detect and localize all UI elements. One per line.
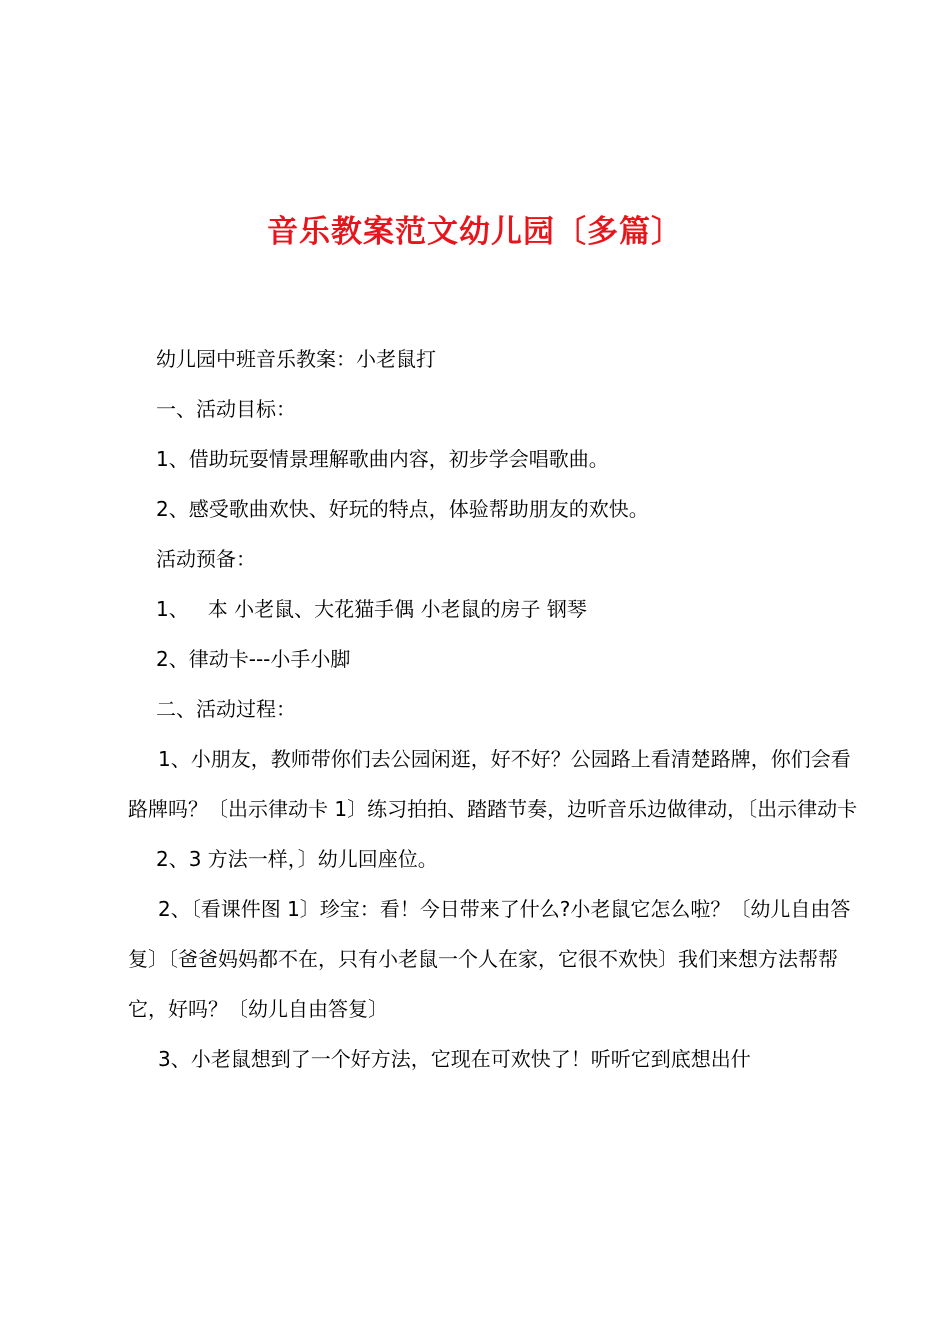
- document-title: 音乐教案范文幼儿园〔多篇〕: [267, 214, 683, 250]
- document-body: [128, 334, 858, 1084]
- paragraph-prep-1: 1、 本 小老鼠、大花猫手偶 小老鼠的房子 钢琴: [156, 597, 587, 621]
- paragraph-section-process: 二、活动过程：: [156, 697, 296, 721]
- paragraph-section-prep: 活动预备：: [156, 547, 256, 571]
- paragraph-goal-2: 2、感受歌曲欢快、好玩的特点，体验帮助朋友的欢快。: [156, 497, 649, 521]
- paragraph-process-3: 3、小老鼠想到了一个好方法，它现在可欢快了！听听它到底想出什: [158, 1047, 751, 1071]
- paragraph-process-2: 2、〔看课件图 1〕珍宝：看！今日带来了什么?小老鼠它怎么啦？〔幼儿自由答复〕〔爸爸妈妈都不在，只有小老鼠一个人在家，它很不欢快〕我们来想方法帮帮它，好吗？〔幼儿自由答复〕: [128, 897, 851, 1021]
- paragraph-section-goals: 一、活动目标：: [156, 397, 296, 421]
- paragraph-process-1-cont: 2、3 方法一样，〕幼儿回座位。: [156, 847, 438, 871]
- paragraph-prep-2: 2、律动卡---小手小脚: [156, 647, 351, 671]
- paragraph-goal-1: 1、借助玩耍情景理解歌曲内容，初步学会唱歌曲。: [156, 447, 609, 471]
- paragraph-process-1: 1、小朋友，教师带你们去公园闲逛，好不好？公园路上看清楚路牌，你们会看路牌吗？〔出示律动卡 1〕练习拍拍、踏踏节奏，边听音乐边做律动，〔出示律动卡: [128, 747, 858, 821]
- paragraph-heading: 幼儿园中班音乐教案：小老鼠打: [156, 347, 436, 371]
